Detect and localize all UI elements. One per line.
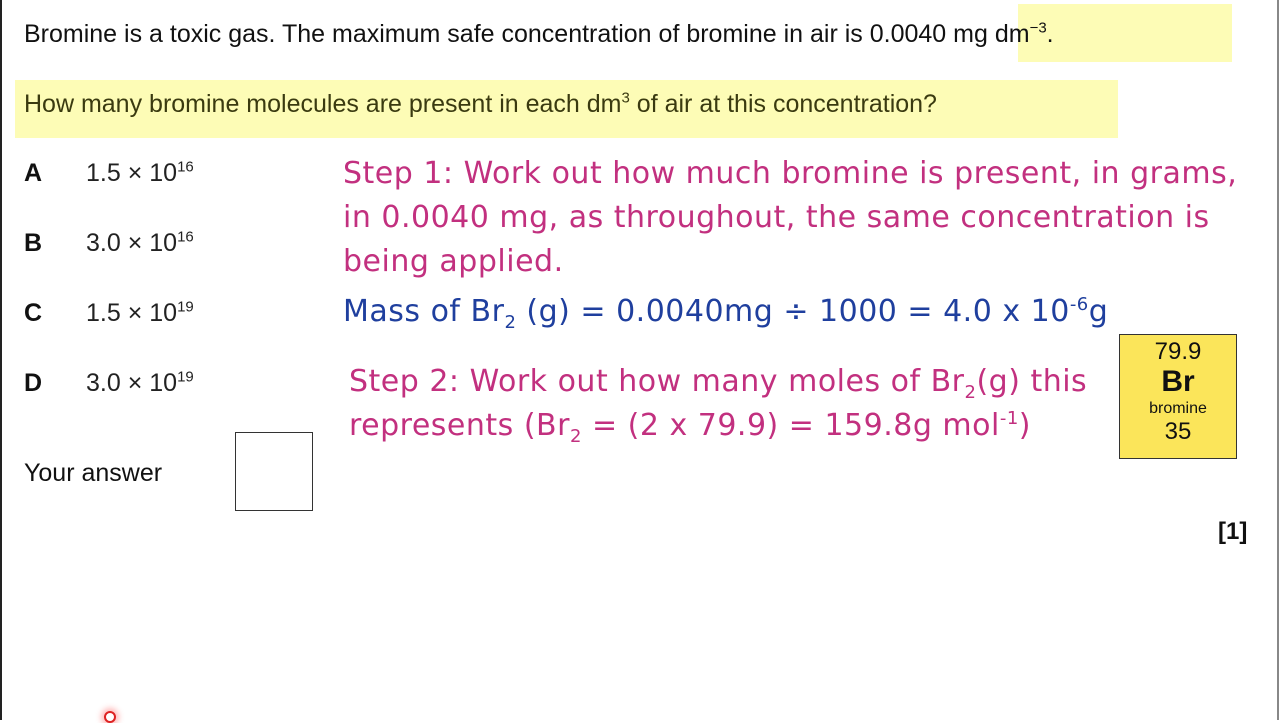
concentration-text: 0.0040 mg dm xyxy=(869,20,1030,48)
option-letter: D xyxy=(24,369,43,397)
option-value xyxy=(86,369,194,397)
step1-line-3: being applied. xyxy=(343,244,564,279)
question-prompt xyxy=(24,86,937,122)
question-intro xyxy=(24,16,1054,52)
working-step-2 xyxy=(349,360,1087,448)
option-letter: C xyxy=(24,299,43,327)
step2-line2-end: ) xyxy=(1018,408,1032,443)
option-value xyxy=(86,299,194,327)
option-a[interactable] xyxy=(24,156,194,190)
option-letter: B xyxy=(24,229,43,257)
mass-middle: (g) = 0.0040mg ÷ 1000 = 4.0 x 10 xyxy=(516,294,1070,329)
step2-line2-prefix: represents (Br xyxy=(349,408,570,443)
step2-line2-subscript: 2 xyxy=(569,426,582,447)
concentration-exponent: −3 xyxy=(1029,19,1047,37)
page-left-border xyxy=(0,0,2,720)
intro-text: Bromine is a toxic gas. The maximum safe concentration of bromine in air is xyxy=(24,20,870,48)
option-exponent: 16 xyxy=(177,228,194,246)
your-answer-label: Your answer xyxy=(24,459,163,487)
step2-line-2 xyxy=(349,404,1087,448)
mass-exponent: -6 xyxy=(1069,294,1089,315)
option-mantissa: 1.5 × 10 xyxy=(86,159,178,187)
prompt-before: How many bromine molecules are present in each dm xyxy=(24,90,622,118)
element-name: bromine xyxy=(1149,400,1207,417)
element-symbol: Br xyxy=(1161,365,1195,398)
option-mantissa: 3.0 × 10 xyxy=(86,229,178,257)
option-exponent: 19 xyxy=(177,298,194,316)
step1-line-1: Step 1: Work out how much bromine is present, in grams, xyxy=(343,156,1238,191)
option-mantissa: 1.5 × 10 xyxy=(86,299,178,327)
step1-line-2: in 0.0040 mg, as throughout, the same concentration is xyxy=(343,200,1210,235)
step2-line2-exponent: -1 xyxy=(999,408,1019,429)
option-mantissa: 3.0 × 10 xyxy=(86,369,178,397)
laser-pointer-icon xyxy=(104,711,116,723)
mass-prefix: Mass of Br xyxy=(343,294,505,329)
mass-unit: g xyxy=(1088,294,1109,329)
working-step-1 xyxy=(343,152,1237,284)
working-mass-calculation xyxy=(343,292,1108,332)
step2-line1-subscript: 2 xyxy=(964,382,977,403)
relative-atomic-mass: 79.9 xyxy=(1154,338,1202,365)
step2-line2-middle: = (2 x 79.9) = 159.8g mol xyxy=(581,408,1000,443)
option-exponent: 16 xyxy=(177,158,194,176)
periodic-table-tile-bromine xyxy=(1119,334,1237,459)
page-right-border xyxy=(1277,0,1279,720)
marks-indicator: [1] xyxy=(1218,518,1248,545)
step2-line1-prefix: Step 2: Work out how many moles of Br xyxy=(349,364,965,399)
option-c[interactable] xyxy=(24,296,194,330)
prompt-after: of air at this concentration? xyxy=(629,90,937,118)
atomic-number: 35 xyxy=(1164,418,1192,445)
option-exponent: 19 xyxy=(177,368,194,386)
intro-end: . xyxy=(1046,20,1054,48)
option-b[interactable] xyxy=(24,226,194,260)
option-value xyxy=(86,229,194,257)
concentration-value xyxy=(870,20,1047,48)
prompt-exponent: 3 xyxy=(621,89,630,107)
option-letter: A xyxy=(24,159,43,187)
answer-input-box[interactable] xyxy=(235,432,313,511)
step2-line1-suffix: (g) this xyxy=(976,364,1088,399)
option-d[interactable] xyxy=(24,366,194,400)
step2-line-1 xyxy=(349,360,1087,404)
mass-subscript: 2 xyxy=(504,312,517,333)
option-value xyxy=(86,159,194,187)
